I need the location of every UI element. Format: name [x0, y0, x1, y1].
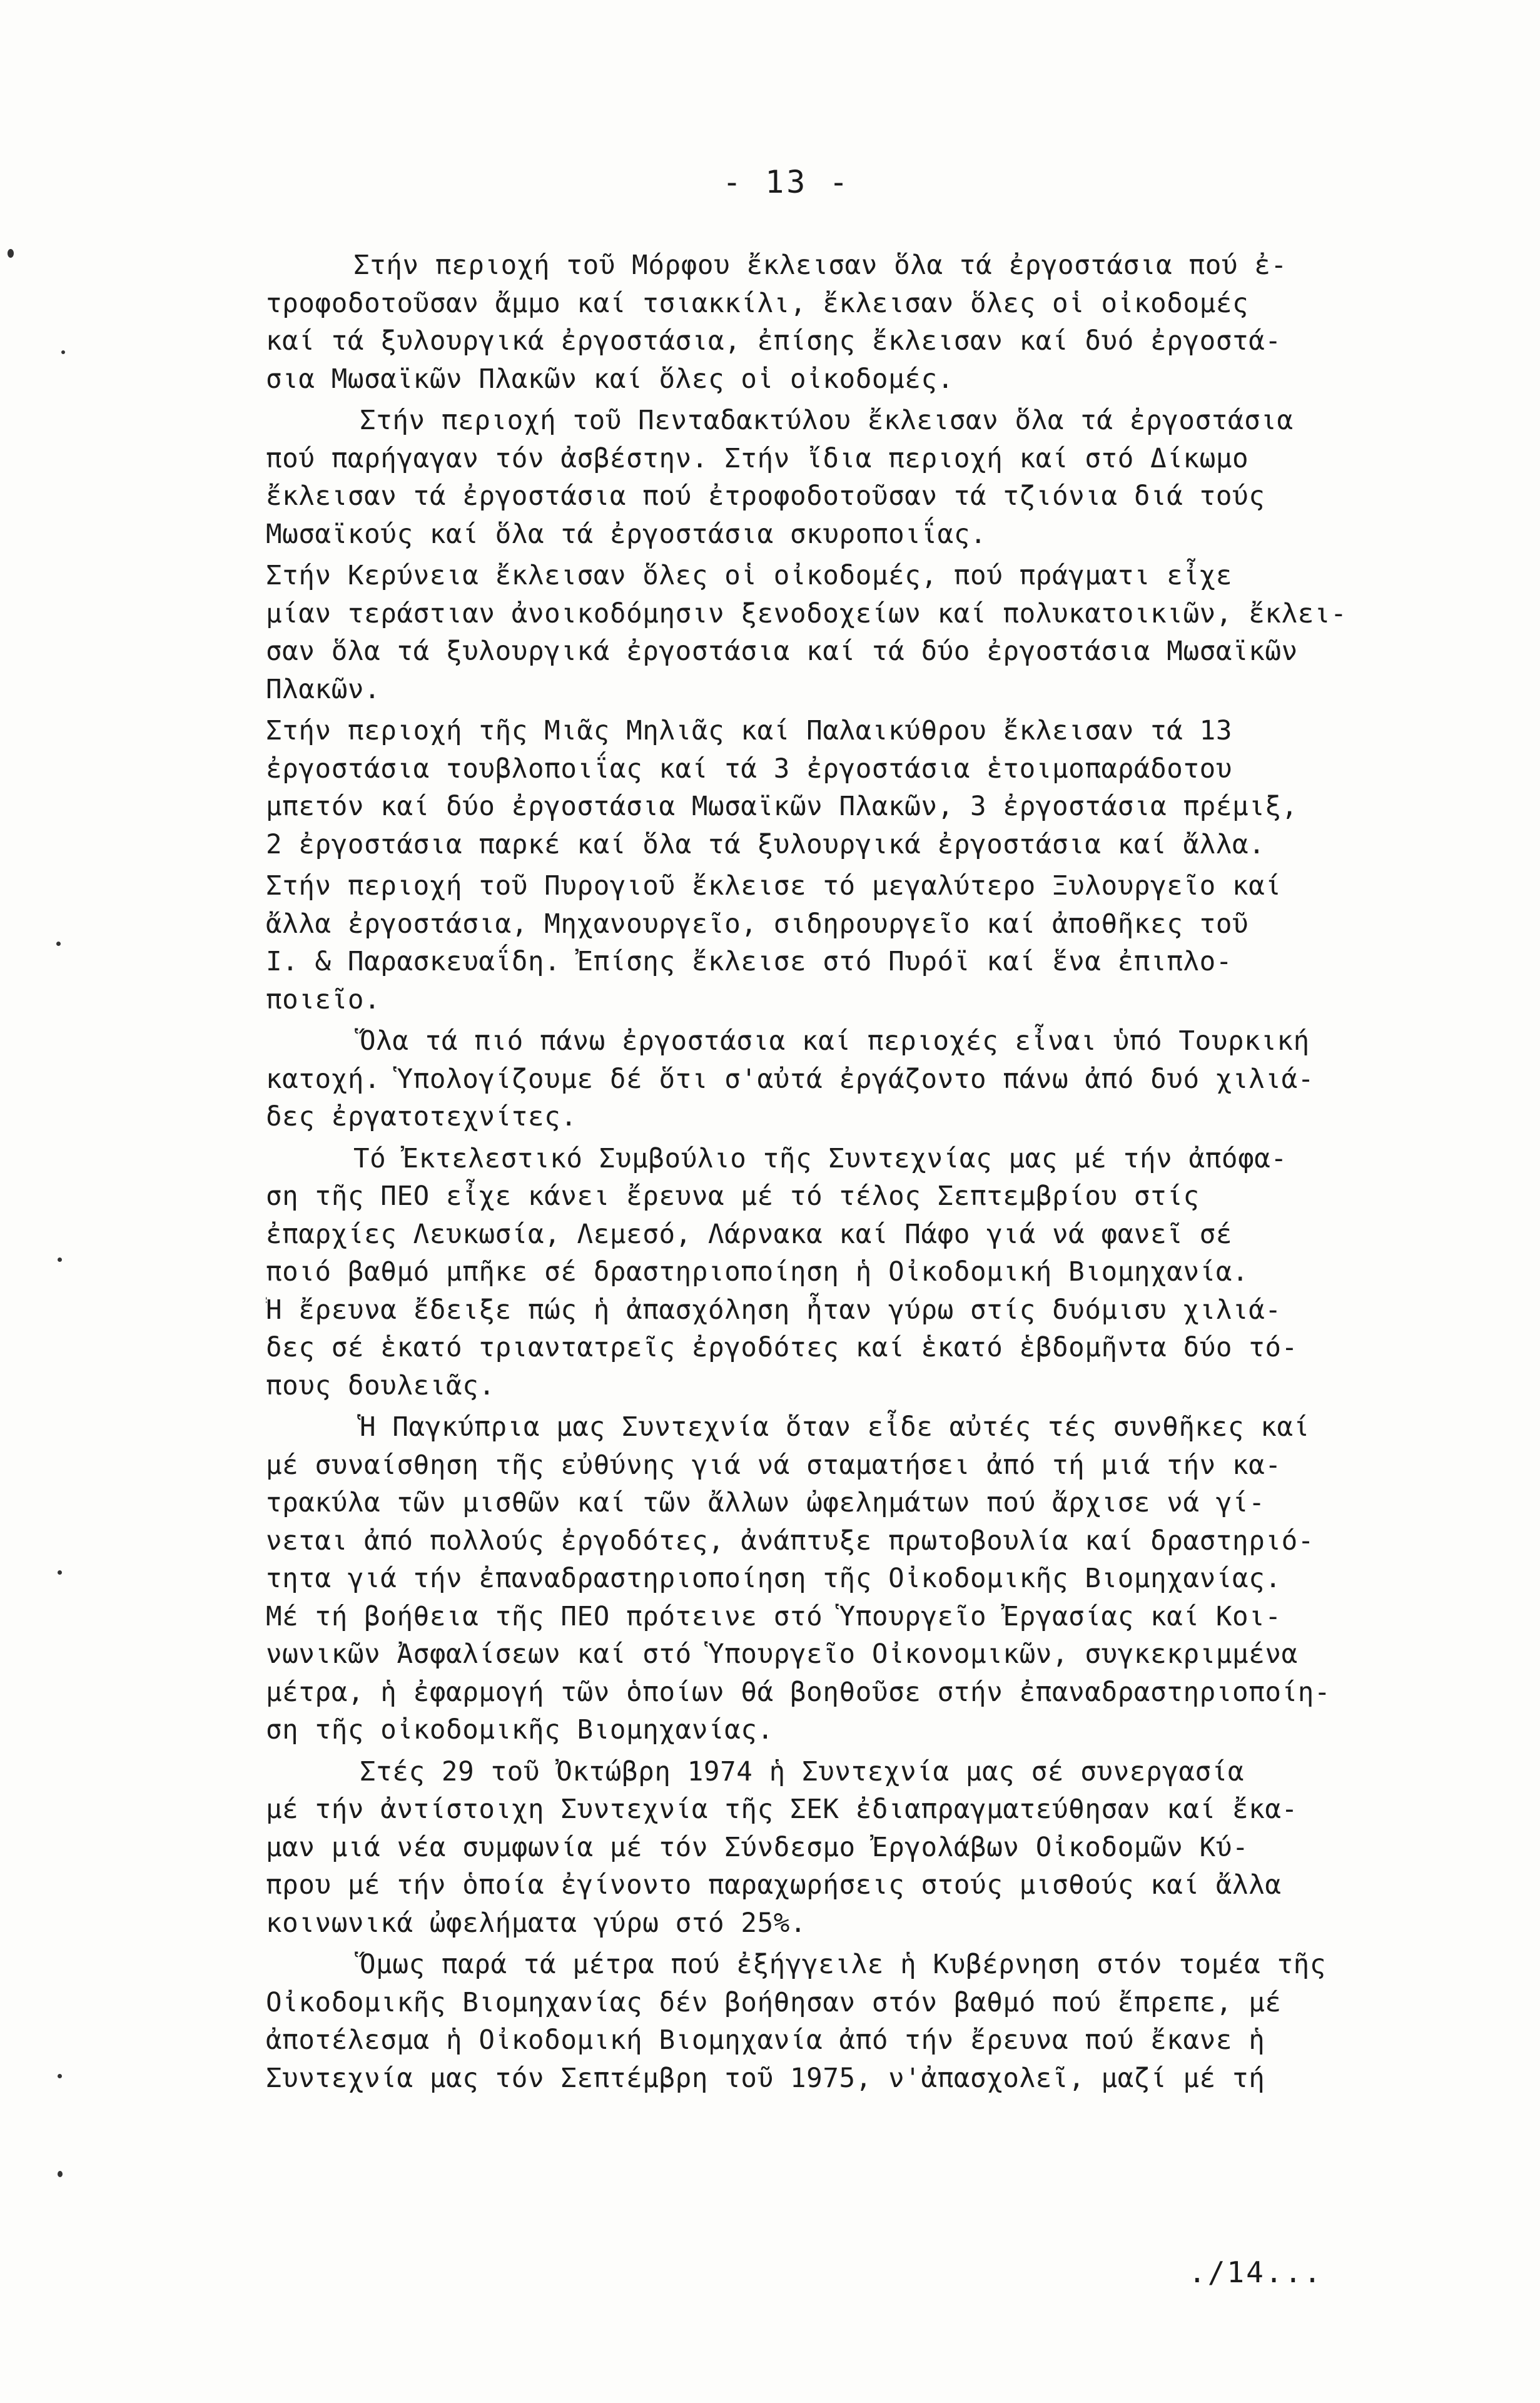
text-line: πους δουλειᾶς. — [266, 1370, 495, 1401]
text-line: ἀποτέλεσμα ἡ Οἰκοδομική Βιομηχανία ἀπό τήν ἔρευνα πού ἔκανε ἡ — [266, 2025, 1265, 2056]
text-line: κατοχή. Ὑπολογίζουμε δέ ὅτι σ'αὐτά ἐργάζοντο πάνω ἀπό δυό χιλιά- — [266, 1064, 1314, 1095]
text-line: Στήν περιοχή τοῦ Πενταδακτύλου ἔκλεισαν ὅλα τά ἐργοστάσια — [360, 405, 1294, 436]
text-line: πού παρήγαγαν τόν ἀσβέστην. Στήν ἴδια περιοχή καί στό Δίκωμο — [266, 443, 1249, 474]
body-text — [266, 247, 1454, 2101]
text-line: Οἰκοδομικῆς Βιομηχανίας δέν βοήθησαν στόν βαθμό πού ἔπρεπε, μέ — [266, 1987, 1282, 2018]
text-line: ἄλλα ἐργοστάσια, Μηχανουργεῖο, σιδηρουργεῖο καί ἀποθῆκες τοῦ — [266, 908, 1249, 940]
text-line: δες σέ ἑκατό τριαντατρεῖς ἐργοδότες καί ἑκατό ἑβδομῆντα δύο τό- — [266, 1333, 1298, 1363]
text-line: νωνικῶν Ἀσφαλίσεων καί στό Ὑπουργεῖο Οἰκονομικῶν, συγκεκριμμένα — [266, 1639, 1298, 1670]
text-line: μέ τήν ἀντίστοιχη Συντεχνία τῆς ΣΕΚ ἐδιαπραγματεύθησαν καί ἔκα- — [266, 1794, 1298, 1825]
text-line: 2 ἐργοστάσια παρκέ καί ὅλα τά ξυλουργικά ἐργοστάσια καί ἄλλα. — [266, 829, 1265, 860]
scan-speck — [58, 2074, 62, 2078]
next-page-reference: ./14... — [1188, 2255, 1323, 2289]
text-line: μπετόν καί δύο ἐργοστάσια Μωσαϊκῶν Πλακῶν, 3 ἐργοστάσια πρέμιξ, — [266, 791, 1298, 822]
text-line: πρου μέ τήν ὁποία ἐγίνοντο παραχωρήσεις στούς μισθούς καί ἄλλα — [266, 1870, 1282, 1901]
text-line: ἐργοστάσια τουβλοποιΐας καί τά 3 ἐργοστάσια ἑτοιμοπαράδοτου — [266, 753, 1233, 785]
text-line: Ι. & Παρασκευαΐδη. Ἐπίσης ἔκλεισε στό Πυρόϊ καί ἕνα ἐπιπλο- — [266, 947, 1233, 977]
text-line: ἐπαρχίες Λευκωσία, Λεμεσό, Λάρνακα καί Πάφο γιά νά φανεῖ σέ — [266, 1219, 1233, 1250]
page-number: - 13 - — [722, 164, 851, 200]
text-line: τητα γιά τήν ἐπαναδραστηριοποίηση τῆς Οἰκοδομικῆς Βιομηχανίας. — [266, 1563, 1282, 1594]
paragraph — [266, 1946, 1454, 2098]
text-line: τροφοδοτοῦσαν ἄμμο καί τσιακκίλι, ἔκλεισαν ὅλες οἱ οἰκοδομές — [266, 288, 1249, 319]
text-line: Ἡ ἔρευνα ἔδειξε πώς ἡ ἀπασχόληση ἦταν γύρω στίς δυόμισυ χιλιά- — [266, 1294, 1282, 1326]
text-line: μαν μιά νέα συμφωνία μέ τόν Σύνδεσμο Ἐργολάβων Οἰκοδομῶν Κύ- — [266, 1832, 1249, 1863]
text-line: Ὅλα τά πιό πάνω ἐργοστάσια καί περιοχές εἶναι ὑπό Τουρκική — [360, 1026, 1310, 1057]
paragraph — [266, 713, 1454, 864]
text-line: δες ἐργατοτεχνίτες. — [266, 1102, 577, 1132]
text-line: σαν ὅλα τά ξυλουργικά ἐργοστάσια καί τά δύο ἐργοστάσια Μωσαϊκῶν — [266, 636, 1298, 667]
paragraph — [266, 557, 1454, 709]
paragraph — [266, 402, 1454, 554]
text-line: Στήν περιοχή τοῦ Πυρογιοῦ ἔκλεισε τό μεγαλύτερο Ξυλουργεῖο καί — [266, 871, 1282, 902]
scan-speck — [58, 2171, 63, 2177]
text-line: Στές 29 τοῦ Ὀκτώβρη 1974 ἡ Συντεχνία μας σέ συνεργασία — [360, 1756, 1245, 1787]
text-line: ση τῆς οἰκοδομικῆς Βιομηχανίας. — [266, 1715, 774, 1745]
text-line: Στήν περιοχή τοῦ Μόρφου ἔκλεισαν ὅλα τά ἐργοστάσια πού ἐ- — [353, 250, 1287, 281]
text-line: ποιό βαθμό μπῆκε σέ δραστηριοποίηση ἡ Οἰκοδομική Βιομηχανία. — [266, 1257, 1249, 1288]
text-line: Πλακῶν. — [266, 674, 381, 705]
text-line: Μέ τή βοήθεια τῆς ΠΕΟ πρότεινε στό Ὑπουργεῖο Ἐργασίας καί Κοι- — [266, 1601, 1282, 1632]
scan-speck — [58, 1257, 62, 1262]
text-line: κοινωνικά ὠφελήματα γύρω στό 25%. — [266, 1908, 807, 1939]
text-line: μίαν τεράστιαν ἀνοικοδόμησιν ξενοδοχείων καί πολυκατοικιῶν, ἔκλει- — [266, 598, 1347, 629]
text-line: Στήν Κερύνεια ἔκλεισαν ὅλες οἱ οἰκοδομές, πού πράγματι εἶχε — [266, 561, 1233, 591]
text-line: ποιεῖο. — [266, 984, 381, 1015]
paragraph — [266, 868, 1454, 1019]
text-line: σια Μωσαϊκῶν Πλακῶν καί ὅλες οἱ οἰκοδομές. — [266, 363, 954, 395]
paragraph — [266, 1141, 1454, 1406]
paragraph — [266, 1023, 1454, 1137]
text-line: Ὅμως παρά τά μέτρα πού ἐξήγγειλε ἡ Κυβέρνηση στόν τομέα τῆς — [360, 1949, 1327, 1980]
text-line: τρακύλα τῶν μισθῶν καί τῶν ἄλλων ὠφελημάτων πού ἄρχισε νά γί- — [266, 1488, 1265, 1518]
scan-speck — [8, 249, 14, 258]
paragraph — [266, 1754, 1454, 1943]
text-line: Στήν περιοχή τῆς Μιᾶς Μηλιᾶς καί Παλαικύθρου ἔκλεισαν τά 13 — [266, 716, 1233, 746]
text-line: Τό Ἐκτελεστικό Συμβούλιο τῆς Συντεχνίας μας μέ τήν ἀπόφα- — [353, 1143, 1287, 1174]
text-line: ση τῆς ΠΕΟ εἶχε κάνει ἔρευνα μέ τό τέλος Σεπτεμβρίου στίς — [266, 1181, 1200, 1212]
text-line: ἔκλεισαν τά ἐργοστάσια πού ἐτροφοδοτοῦσαν τά τζιόνια διά τούς — [266, 481, 1265, 512]
text-line: καί τά ξυλουργικά ἐργοστάσια, ἐπίσης ἔκλεισαν καί δυό ἐργοστά- — [266, 326, 1282, 357]
text-line: μέτρα, ἡ ἐφαρμογή τῶν ὁποίων θά βοηθοῦσε στήν ἐπαναδραστηριοποίη- — [266, 1677, 1331, 1708]
scan-speck — [58, 1570, 62, 1575]
text-line: Μωσαϊκούς καί ὅλα τά ἐργοστάσια σκυροποιΐας. — [266, 519, 987, 550]
text-line: μέ συναίσθηση τῆς εὐθύνης γιά νά σταματήσει ἀπό τή μιά τήν κα- — [266, 1450, 1282, 1481]
text-line: νεται ἀπό πολλούς ἐργοδότες, ἀνάπτυξε πρωτοβουλία καί δραστηριό- — [266, 1525, 1314, 1557]
scan-speck — [56, 942, 61, 946]
text-line: Συντεχνία μας τόν Σεπτέμβρη τοῦ 1975, ν'ἀπασχολεῖ, μαζί μέ τή — [266, 2063, 1265, 2094]
paragraph — [266, 247, 1454, 399]
text-line: Ἡ Παγκύπρια μας Συντεχνία ὅταν εἶδε αὐτές τές συνθῆκες καί — [360, 1412, 1310, 1443]
paragraph — [266, 1409, 1454, 1750]
scan-speck — [61, 350, 65, 354]
